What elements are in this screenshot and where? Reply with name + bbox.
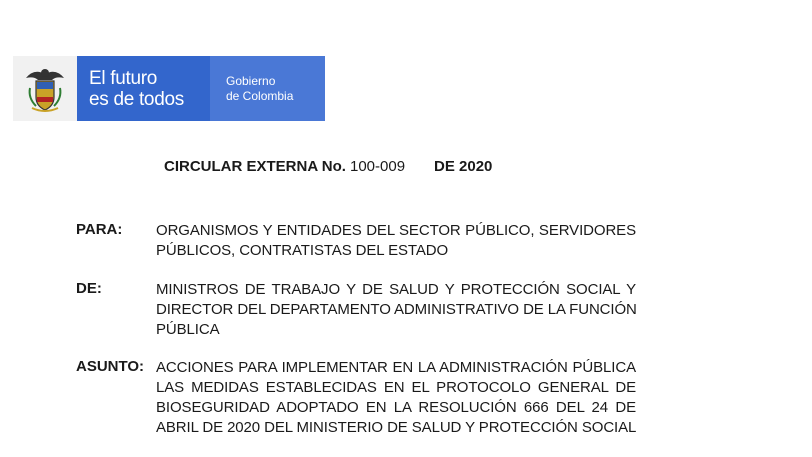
circular-year: DE 2020 [434,158,493,175]
de-label: DE: [76,280,102,297]
government-banner [13,56,325,121]
asunto-line: BIOSEGURIDAD ADOPTADO EN LA RESOLUCIÓN 666 DEL 24 DE [156,399,636,416]
asunto-line: ACCIONES PARA IMPLEMENTAR EN LA ADMINISTRACIÓN PÚBLICA [156,359,636,376]
para-line: ORGANISMOS Y ENTIDADES DEL SECTOR PÚBLICO, SERVIDORES [156,222,636,239]
asunto-line: LAS MEDIDAS ESTABLECIDAS EN EL PROTOCOLO GENERAL DE [156,379,636,396]
government-name-block [210,56,325,121]
asunto-line: ABRIL DE 2020 DEL MINISTERIO DE SALUD Y PROTECCIÓN SOCIAL [156,419,637,436]
para-label: PARA: [76,221,123,238]
de-line: DIRECTOR DEL DEPARTAMENTO ADMINISTRATIVO DE LA FUNCIÓN [156,301,637,318]
coat-of-arms-icon [22,64,68,114]
gov-line-1: Gobierno [226,73,276,88]
circular-number: 100-009 [350,158,406,175]
de-text [156,280,636,340]
para-line: PÚBLICOS, CONTRATISTAS DEL ESTADO [156,242,449,259]
slogan-line-2: es de todos [89,88,184,110]
slogan-block [77,56,210,121]
para-text [156,221,636,261]
asunto-label: ASUNTO: [76,358,145,375]
gov-line-2: de Colombia [226,88,294,103]
asunto-text [156,358,636,438]
de-line: PÚBLICA [156,321,220,338]
slogan-line-1: El futuro [89,67,158,89]
circular-label: CIRCULAR EXTERNA No. [164,158,346,175]
coat-of-arms-seal [13,56,77,121]
de-line: MINISTROS DE TRABAJO Y DE SALUD Y PROTECCIÓN SOCIAL Y [156,281,636,298]
